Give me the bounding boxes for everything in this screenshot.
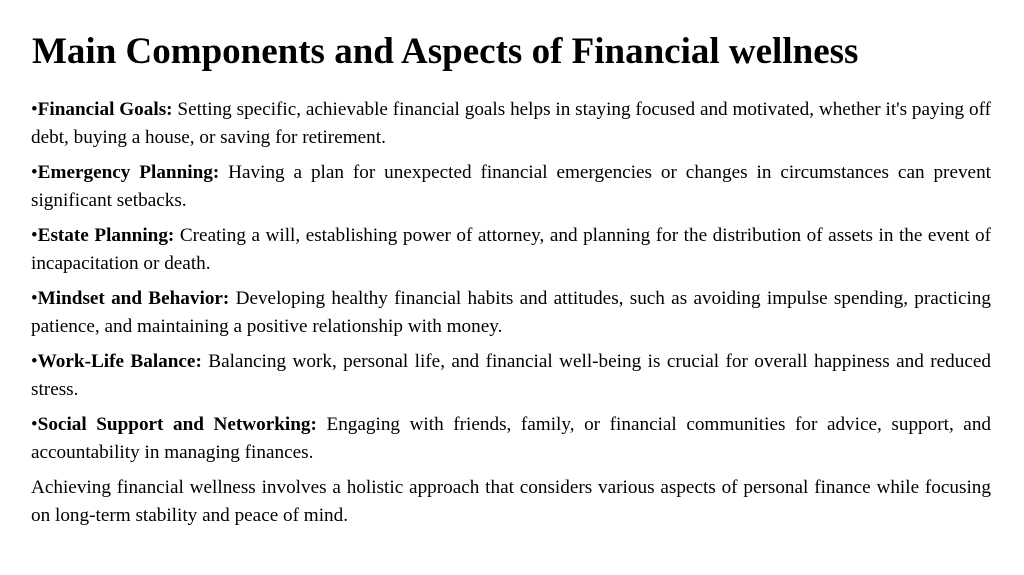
bullet-text: Developing healthy financial habits and attitudes, such as avoiding impulse spending, practicing patience, and maintaining a positive relationship with money. (31, 288, 991, 337)
bullet-term: Work-Life Balance: (37, 351, 202, 372)
bullet-icon: • (31, 99, 38, 120)
bullet-term: Financial Goals: (37, 99, 173, 120)
bullet-icon: • (31, 288, 38, 309)
bullet-term: Emergency Planning: (37, 162, 220, 183)
bullet-item-work-life-balance (31, 348, 991, 403)
conclusion-paragraph: Achieving financial wellness involves a holistic approach that considers various aspects of personal finance while focusing on long-term stability and peace of mind. (31, 477, 991, 526)
bullet-item-mindset-and-behavior (31, 285, 991, 340)
bullet-text: Balancing work, personal life, and financial well-being is crucial for overall happiness and reduced stress. (31, 351, 991, 400)
bullet-icon: • (31, 351, 38, 372)
bullet-icon: • (31, 162, 38, 183)
bullet-icon: • (31, 225, 38, 246)
slide-content (31, 96, 991, 537)
bullet-item-emergency-planning (31, 159, 991, 214)
bullet-item-financial-goals (31, 96, 991, 151)
bullet-text: Setting specific, achievable financial goals helps in staying focused and motivated, whether it's paying off debt, buying a house, or saving for retirement. (31, 99, 992, 148)
slide-title: Main Components and Aspects of Financial wellness (32, 31, 859, 72)
bullet-text: Having a plan for unexpected financial emergencies or changes in circumstances can prevent significant setbacks. (31, 162, 991, 211)
bullet-icon: • (31, 414, 38, 435)
bullet-text: Creating a will, establishing power of attorney, and planning for the distribution of assets in the event of incapacitation or death. (31, 225, 991, 274)
bullet-item-estate-planning (31, 222, 991, 277)
bullet-term: Estate Planning: (37, 225, 175, 246)
bullet-term: Mindset and Behavior: (37, 288, 230, 309)
bullet-item-social-support (31, 411, 991, 466)
bullet-text: Engaging with friends, family, or financial communities for advice, support, and accountability in managing finances. (31, 414, 992, 463)
bullet-term: Social Support and Networking: (37, 414, 317, 435)
